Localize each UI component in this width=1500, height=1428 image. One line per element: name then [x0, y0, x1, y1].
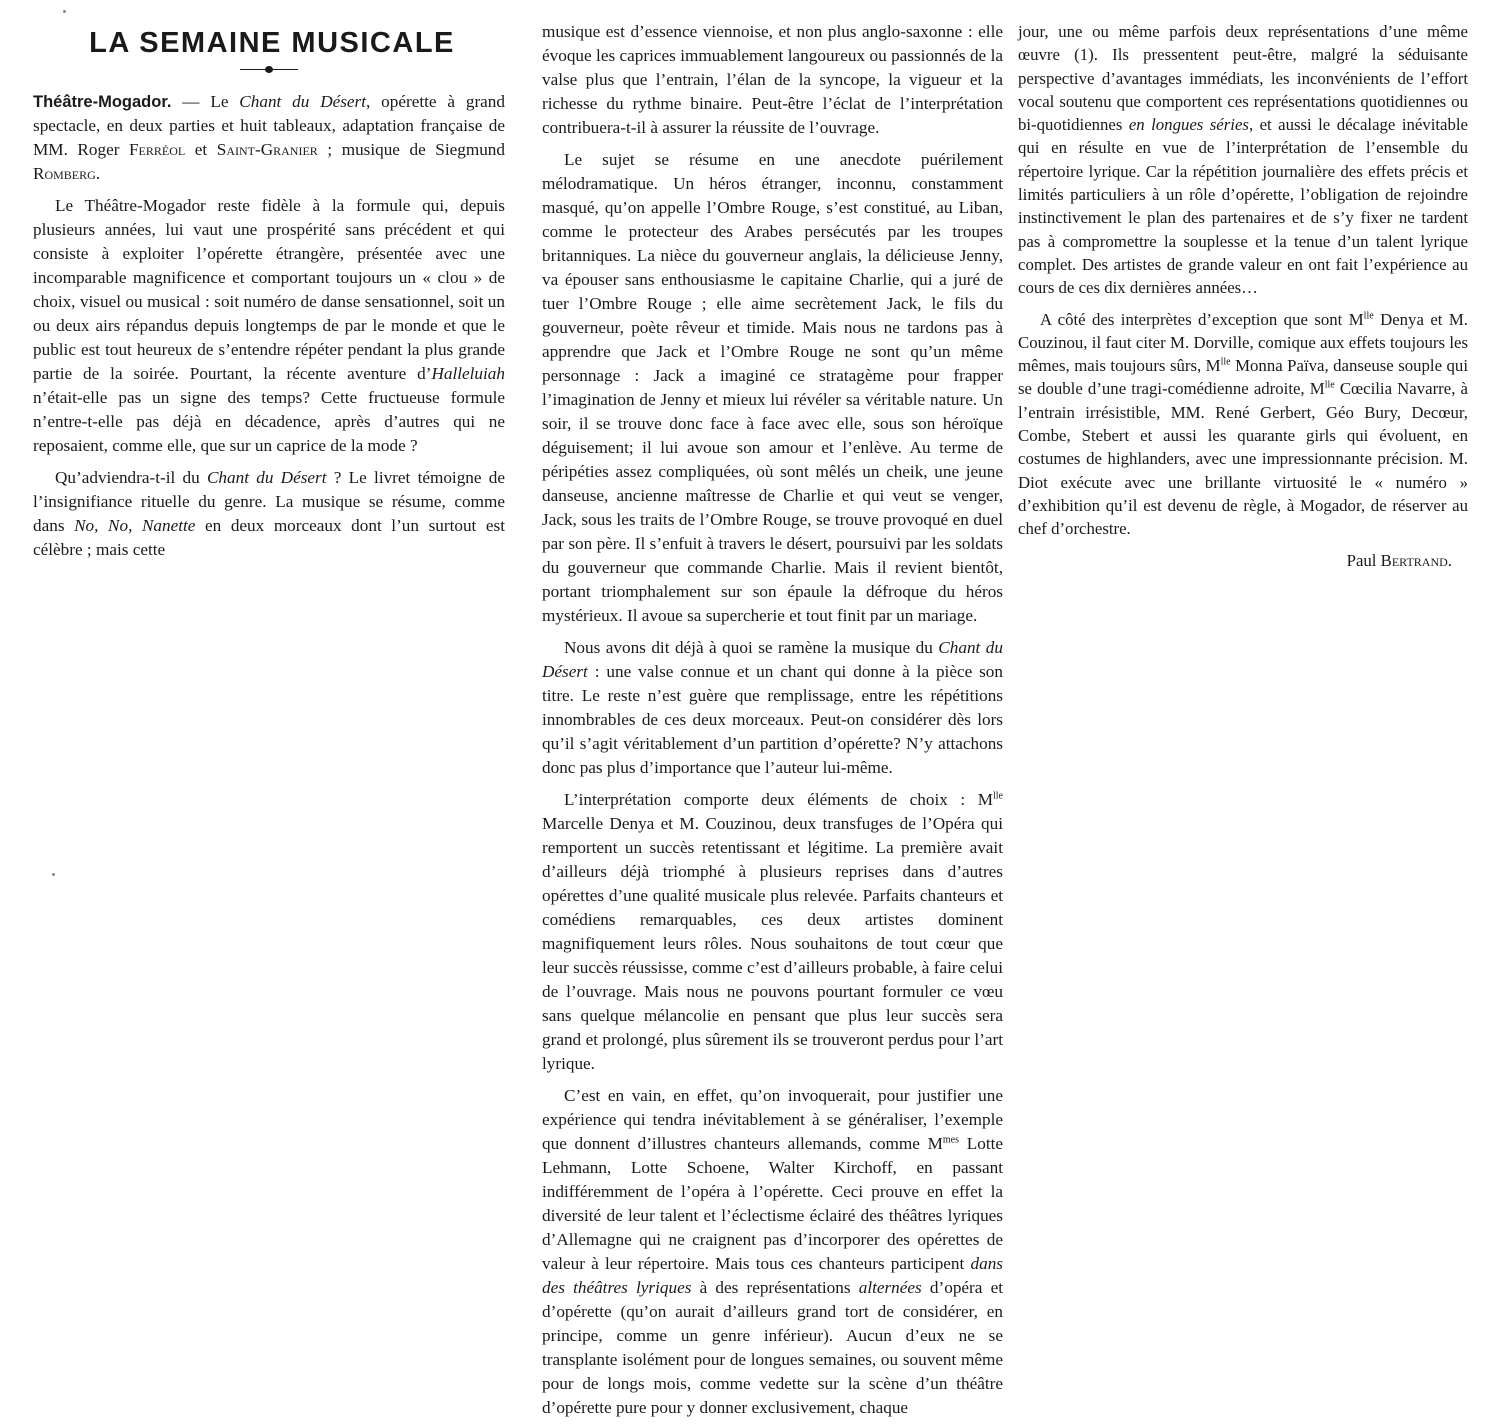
paragraph: Le Théâtre-Mogador reste fidèle à la formule qui, depuis plusieurs années, lui vaut une prospérité sans précédent et qui consiste à exploiter l’opérette étrangère, présentée avec une incomparable magnificence et comportant toujours un « clou » de choix, visuel ou musical : soit numéro de danse sensationnel, soit un ou deux airs répandus depuis longtemps de par le monde et que le public est tout heureux de s’entendre répéter pendant la plus grande partie de la soirée. Pourtant, la récente aventure d’Halleluiah n’était-elle pas un signe des temps? Cette fructueuse formule n’entre-t-elle pas déjà en décadence, après d’autres qui ne reposaient, comme elle, que sur un caprice de la mode ? — [33, 196, 505, 455]
column-2 — [542, 20, 1003, 1428]
paragraph: jour, une ou même parfois deux représentations d’une même œuvre (1). Ils pressentent peut-être, malgré la séduisante perspective d’avantages immédiats, les inconvénients de l’effort vocal soutenu que comportent ces représentations quotidiennes ou bi-quotidiennes en longues séries, et aussi le décalage inévitable qui en résulte en vue de l’interprétation de l’ensemble du répertoire lyrique. Car la répétition journalière des effets précis et limités particuliers à un rôle d’opérette, l’obligation de rejoindre instinctivement le plan des partenaires et de s’y fixer ne tardent pas à compromettre la souplesse et la tenue d’un talent lyrique complet. Des artistes de grande valeur en ont fait l’expérience au cours de ces dix dernières années… — [1018, 22, 1468, 298]
print-speck — [63, 10, 66, 13]
title-ornament — [240, 64, 298, 76]
paragraph: Théâtre-Mogador. — Le Chant du Désert, opérette à grand spectacle, en deux parties et huit tableaux, adaptation française de MM. Roger Ferréol et Saint-Granier ; musique de Siegmund Romberg. — [33, 92, 505, 183]
paragraph: musique est d’essence viennoise, et non plus anglo-saxonne : elle évoque les caprices immuablement langoureux ou passionnés de la valse plus que l’entrain, l’élan de la syncope, la vigueur et la richesse du rythme binaire. Peut-être l’éclat de l’interprétation contribuera-t-il à assurer la réussite de l’ouvrage. — [542, 22, 1003, 137]
paragraph: C’est en vain, en effet, qu’on invoquerait, pour justifier une expérience qui tendra inévitablement à se généraliser, l’exemple que donnent d’illustres chanteurs allemands, comme $M^{mes}$ Lotte Lehmann, Lotte Schoene, Walter Kirchoff, en passant indifféremment de l’opéra à l’opérette. Ceci prouve en effet la diversité de leur talent et l’éclectisme éclairé des théâtres lyriques d’Allemagne qui ne craignent pas d’incorporer des opérettes de valeur à leur répertoire. Mais tous ces chanteurs participent dans des théâtres lyriques à des représentations alternées d’opéra et d’opérette (qu’on aurait d’ailleurs grand tort de considérer, en principe, comme un genre inférieur). Aucun d’eux ne se transplante isolément pour de longues semaines, ou souvent même pour de longs mois, comme vedette sur la scène d’un théâtre d’opérette pure pour y donner exclusivement, chaque — [542, 1086, 1003, 1417]
work-title: Chant du Désert — [239, 92, 367, 111]
paragraph: L’interprétation comporte deux éléments de choix : $M^{lle}$ Marcelle Denya et M. Couzinou, deux transfuges de l’Opéra qui remportent un succès retentissant et légitime. La première avait d’ailleurs déjà triomphé à plusieurs reprises dans d’autres opérettes d’une qualité musicale plus relevée. Parfaits chanteurs et comédiens remarquables, ces deux artistes dominent magnifiquement leurs rôles. Nous souhaitons de tout cœur que leur succès réussisse, comme c’est d’ailleurs probable, à faire celui de l’ouvrage. Mais nous ne pouvons pourtant formuler ce vœu sans quelque mélancolie en pensant que plus leur succès sera grand et prolongé, plus sûrement ils se trouveront perdus pour l’art lyrique. — [542, 790, 1003, 1073]
paragraph: Qu’adviendra-t-il du Chant du Désert ? Le livret témoigne de l’insignifiance rituelle du genre. La musique se résume, comme dans No, No, Nanette en deux morceaux dont l’un surtout est célèbre ; mais cette — [33, 468, 505, 559]
print-speck — [52, 873, 55, 876]
paragraph: A côté des interprètes d’exception que sont $M^{lle}$ Denya et M. Couzinou, il faut citer M. Dorville, comique aux effets toujours les mêmes, mais toujours sûrs, $M^{lle}$ Monna Païva, danseuse souple qui se double d’une tragi-comédienne adroite, $M^{lle}$ Cœcilia Navarre, à l’entrain irrésistible, MM. René Gerbert, Géo Bury, Decœur, Combe, Stebert et aussi les quarante girls qui évoluent, en costumes de highlanders, avec une impressionnante précision. M. Diot exécute avec une brillante virtuosité le « numéro » d’exhibition qu’il est devenu de règle, à Mogador, de réserver au chef d’orchestre. — [1018, 309, 1468, 539]
page-title: LA SEMAINE MUSICALE — [89, 27, 455, 59]
column-3 — [1018, 20, 1468, 580]
author-signature: Paul Bertrand. — [1346, 550, 1452, 570]
paragraph: Nous avons dit déjà à quoi se ramène la musique du Chant du Désert : une valse connue et un chant qui donne à la pièce son titre. Le reste n’est guère que remplissage, entre les répétitions innombrables de ces deux morceaux. Peut-on considérer dès lors qu’il s’agit véritablement d’un partition d’opérette? N’y attachons donc pas plus d’importance que l’auteur lui-même. — [542, 638, 1003, 777]
column-1 — [33, 26, 505, 570]
paragraph: Le sujet se résume en une anecdote puérilement mélodramatique. Un héros étranger, inconnu, constamment masqué, qu’on appelle l’Ombre Rouge, s’est constitué, au Liban, comme le protecteur des Arabes persécutés par les troupes britanniques. La nièce du gouverneur anglais, la délicieuse Jenny, va épouser sans enthousiasme le capitaine Charlie, qui a juré de tuer l’Ombre Rouge ; elle aime secrètement Jack, le fils du gouverneur, poète rêveur et timide. Mais nous ne tardons pas à apprendre que Jack et l’Ombre Rouge ne sont qu’un même personnage : Jack a imaginé ce stratagème pour frapper l’imagination de Jenny et mieux lui révéler sa véritable nature. Un soir, il se trouve donc face à face avec elle, sous son héroïque déguisement; il lui avoue son amour et l’enlève. Au terme de péripéties assez compliquées, où sont mêlés un cheik, une jeune danseuse, ancienne maîtresse de Charlie et qui veut se venger, Jack, sous les traits de l’Ombre Rouge, se trouve provoqué en duel par son père. Il s’enfuit à travers le désert, poursuivi par les soldats du gouverneur que commande Charlie. Mais il revient bientôt, portant triomphalement sur son épaule la défroque du héros mystérieux. Il avoue sa supercherie et tout finit par un mariage. — [542, 150, 1003, 625]
section-lead: Théâtre-Mogador. — [33, 93, 172, 111]
